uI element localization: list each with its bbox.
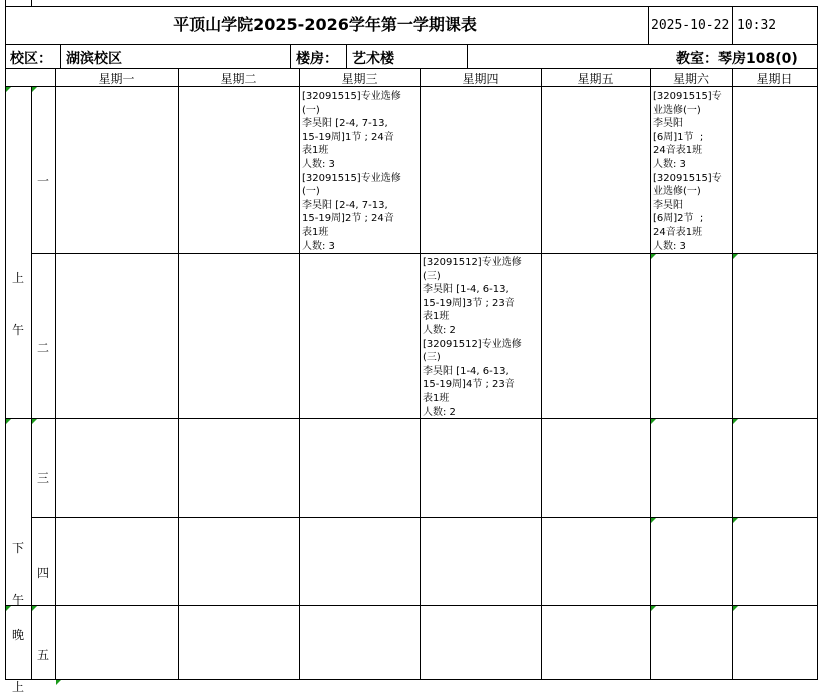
building-value: 艺术楼 bbox=[352, 51, 394, 67]
cell-marker bbox=[651, 419, 656, 424]
campus-value: 湖滨校区 bbox=[66, 51, 122, 67]
grid-line bbox=[299, 68, 300, 680]
course-cell-wed-sec1: [32091515]专业选修 (一) 李昊阳 [2-4, 7-13, 15-19周]1节 ; 24音 表1班 人数: 3 [32091515]专业选修 (一) 李昊阳 [2-4, 7-13, 15-19周]2节 ; 24音 表1班 人数: 3 bbox=[302, 91, 401, 252]
cell-marker bbox=[32, 419, 37, 424]
grid-line bbox=[5, 418, 817, 419]
day-header-fri: 星期五 bbox=[577, 72, 614, 86]
cell-marker bbox=[56, 680, 61, 685]
grid-line bbox=[817, 6, 818, 680]
cell-marker bbox=[6, 419, 11, 424]
section-3: 三 bbox=[36, 471, 49, 485]
day-header-wed: 星期三 bbox=[341, 72, 378, 86]
grid-line bbox=[732, 68, 733, 680]
period-afternoon: 下 午 bbox=[11, 541, 24, 607]
cell-marker bbox=[651, 518, 656, 523]
period-evening: 晚 上 bbox=[11, 628, 24, 694]
grid-line bbox=[5, 44, 817, 45]
grid-line bbox=[5, 605, 817, 606]
cell-marker bbox=[733, 254, 738, 259]
course-cell-thu-sec2: [32091512]专业选修 (三) 李昊阳 [1-4, 6-13, 15-19周]3节 ; 23音 表1班 人数: 2 [32091512]专业选修 (三) 李昊阳 [1-4, 6-13, 15-19周]4节 ; 23音 表1班 人数: 2 bbox=[423, 257, 522, 418]
grid-line bbox=[55, 68, 56, 680]
grid-line bbox=[346, 44, 347, 68]
page-title: 平顶山学院2025-2026学年第一学期课表 bbox=[173, 15, 477, 34]
campus-label: 校区： bbox=[10, 51, 52, 67]
grid-line bbox=[290, 44, 291, 68]
day-header-sun: 星期日 bbox=[756, 72, 793, 86]
grid-line bbox=[60, 44, 61, 68]
print-time: 10:32 bbox=[737, 18, 777, 33]
day-header-sat: 星期六 bbox=[672, 72, 709, 86]
day-header-mon: 星期一 bbox=[98, 72, 135, 86]
cell-marker bbox=[6, 87, 11, 92]
grid-line bbox=[31, 253, 817, 254]
section-1: 一 bbox=[36, 174, 49, 188]
cell-marker bbox=[733, 606, 738, 611]
grid-line bbox=[5, 6, 817, 7]
print-date: 2025-10-22 bbox=[651, 18, 730, 33]
cell-marker bbox=[733, 419, 738, 424]
grid-line bbox=[650, 68, 651, 680]
grid-line bbox=[5, 679, 817, 680]
cell-marker bbox=[651, 254, 656, 259]
grid-line bbox=[420, 68, 421, 680]
section-2: 二 bbox=[36, 341, 49, 355]
section-4: 四 bbox=[36, 566, 49, 580]
day-header-thu: 星期四 bbox=[462, 72, 499, 86]
course-cell-sat-sec1: [32091515]专 业选修(一) 李昊阳 [6周]1节 ; 24音表1班 人数: 3 [32091515]专 业选修(一) 李昊阳 [6周]2节 ; 24音表1班 人数: 3 bbox=[653, 91, 722, 252]
grid-line bbox=[31, 517, 817, 518]
classroom-label: 教室：琴房108(0) bbox=[676, 51, 798, 67]
cell-marker bbox=[733, 518, 738, 523]
cell-marker bbox=[32, 87, 37, 92]
grid-line bbox=[178, 68, 179, 680]
cell-marker bbox=[651, 606, 656, 611]
grid-line bbox=[541, 68, 542, 680]
section-5: 五 bbox=[36, 648, 49, 662]
day-header-tue: 星期二 bbox=[220, 72, 257, 86]
grid-line bbox=[5, 68, 817, 69]
period-morning: 上 午 bbox=[11, 271, 24, 337]
grid-line bbox=[467, 44, 468, 68]
building-label: 楼房： bbox=[296, 51, 338, 67]
grid-line bbox=[732, 6, 733, 44]
grid-line bbox=[31, 0, 32, 6]
